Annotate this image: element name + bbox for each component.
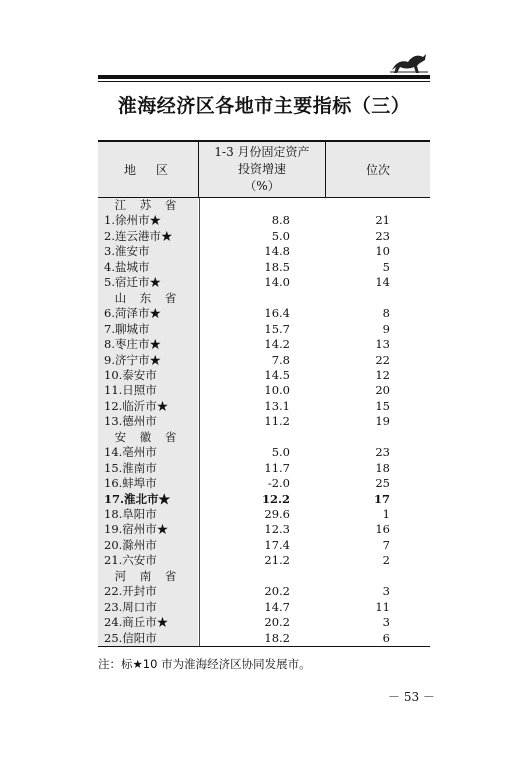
table-row [98,414,430,429]
header-growth-line2: 投资增速 [237,162,286,176]
city-name: 8.枣庄市★ [104,337,161,352]
table-header [98,142,430,198]
city-name: 12.临沂市★ [104,398,169,413]
growth-value: 14.8 [264,244,290,259]
city-name: 4.盐城市 [104,259,150,274]
city-name: 17.淮北市★ [104,491,171,506]
growth-value: 14.7 [264,599,290,614]
rank-value: 9 [382,321,390,336]
table-body [98,198,430,646]
rank-value: 8 [382,306,390,321]
rank-value: 20 [375,383,390,398]
table-row [98,631,430,646]
city-name: 9.济宁市★ [104,352,161,367]
rank-value: 1 [382,507,390,521]
rank-value: 25 [375,476,390,491]
rank-value: 23 [375,228,390,243]
table-row [98,337,430,352]
table-row [98,476,430,491]
rank-value: 16 [375,522,390,537]
rank-value: 22 [375,352,390,367]
city-name: 25.信阳市 [104,630,157,645]
city-name: 22.开封市 [104,584,157,599]
city-name: 23.周口市 [104,599,157,614]
city-name: 1.徐州市★ [104,213,161,228]
growth-value: 18.2 [264,630,290,645]
rank-value: 11 [375,599,390,614]
city-name: 19.宿州市★ [104,522,169,537]
city-name: 13.德州市 [104,414,157,429]
table-row [98,244,430,259]
growth-value: 12.2 [261,491,290,506]
province-row [98,569,430,584]
header-rule-thick [98,75,430,79]
growth-value: 12.3 [264,522,290,537]
rank-value: 21 [375,213,390,228]
rank-value: 13 [375,337,390,352]
growth-value: 17.4 [264,537,290,552]
city-name: 3.淮安市 [104,244,150,259]
rank-value: 3 [382,584,390,599]
growth-value: 15.7 [264,321,290,336]
table-row [98,492,430,507]
growth-value: 10.0 [264,383,290,398]
growth-value: 5.0 [271,445,290,460]
table-row [98,399,430,414]
growth-value: 21.2 [264,553,290,568]
city-name: 2.连云港市★ [104,228,173,243]
province-row [98,430,430,445]
table-row [98,584,430,599]
table-row [98,322,430,337]
page-title: 淮海经济区各地市主要指标（三） [117,95,411,117]
city-name: 10.泰安市 [104,367,157,382]
city-name: 18.阜阳市 [104,507,157,521]
growth-value: 29.6 [264,507,290,521]
province-row [98,291,430,306]
city-name: 15.淮南市 [104,460,157,475]
growth-value: 14.2 [264,337,290,352]
header-growth-unit: （%） [244,179,280,193]
growth-value: 16.4 [264,306,290,321]
city-name: 21.六安市 [104,553,157,568]
growth-value: 14.5 [264,367,290,382]
growth-value: 8.8 [271,213,290,228]
table-row [98,353,430,368]
growth-value: 11.2 [264,414,290,429]
growth-value: 18.5 [264,259,290,274]
city-name: 24.商丘市★ [104,615,169,630]
province-name: 山 东 省 [114,290,182,305]
table-bottom-rule [98,646,430,647]
indicator-table [98,140,430,646]
city-name: 6.菏泽市★ [104,306,161,321]
page-number: － 53 － [388,690,435,704]
horse-logo-icon [388,48,430,78]
table-row [98,213,430,228]
rank-value: 10 [375,244,390,259]
rank-value: 14 [375,275,390,290]
growth-value: 20.2 [264,584,290,599]
table-row [98,306,430,321]
header-divider [198,142,199,197]
rank-value: 2 [382,553,390,568]
footnote: 注：标★10 市为淮海经济区协同发展市。 [98,657,311,671]
province-name: 安 徽 省 [114,429,182,444]
growth-value: 20.2 [264,615,290,630]
rank-value: 17 [373,491,390,506]
growth-value: 14.0 [264,275,290,290]
growth-value: 5.0 [271,228,290,243]
header-divider [325,142,326,197]
table-row [98,275,430,290]
rank-value: 18 [375,460,390,475]
table-row [98,229,430,244]
header-growth [199,142,325,197]
province-name: 江 苏 省 [114,198,182,212]
city-name: 16.蚌埠市 [104,476,157,491]
city-name: 7.聊城市 [104,321,150,336]
province-row [98,198,430,213]
city-name: 5.宿迁市★ [104,275,161,290]
table-row [98,383,430,398]
growth-value: -2.0 [267,476,290,491]
table-row [98,553,430,568]
growth-value: 11.7 [264,460,290,475]
rank-value: 3 [382,615,390,630]
header-growth-line1: 1-3 月份固定资产 [214,145,310,159]
province-name: 河 南 省 [114,568,182,583]
growth-value: 13.1 [264,398,290,413]
rank-value: 12 [375,367,390,382]
header-rank: 位次 [365,163,390,177]
city-name: 11.日照市 [104,383,157,398]
table-row [98,260,430,275]
header-region: 地 区 [123,163,172,177]
rank-value: 23 [375,445,390,460]
header-rule-thin [98,81,430,82]
rank-value: 6 [382,630,390,645]
table-row [98,522,430,537]
rank-value: 7 [382,537,390,552]
table-row [98,538,430,553]
city-name: 14.亳州市 [104,445,157,460]
rank-value: 15 [375,398,390,413]
growth-value: 7.8 [271,352,290,367]
table-row [98,507,430,522]
city-name: 20.滁州市 [104,537,157,552]
table-row [98,615,430,630]
table-row [98,445,430,460]
table-row [98,461,430,476]
table-row [98,600,430,615]
rank-value: 5 [382,259,390,274]
table-row [98,368,430,383]
rank-value: 19 [375,414,390,429]
